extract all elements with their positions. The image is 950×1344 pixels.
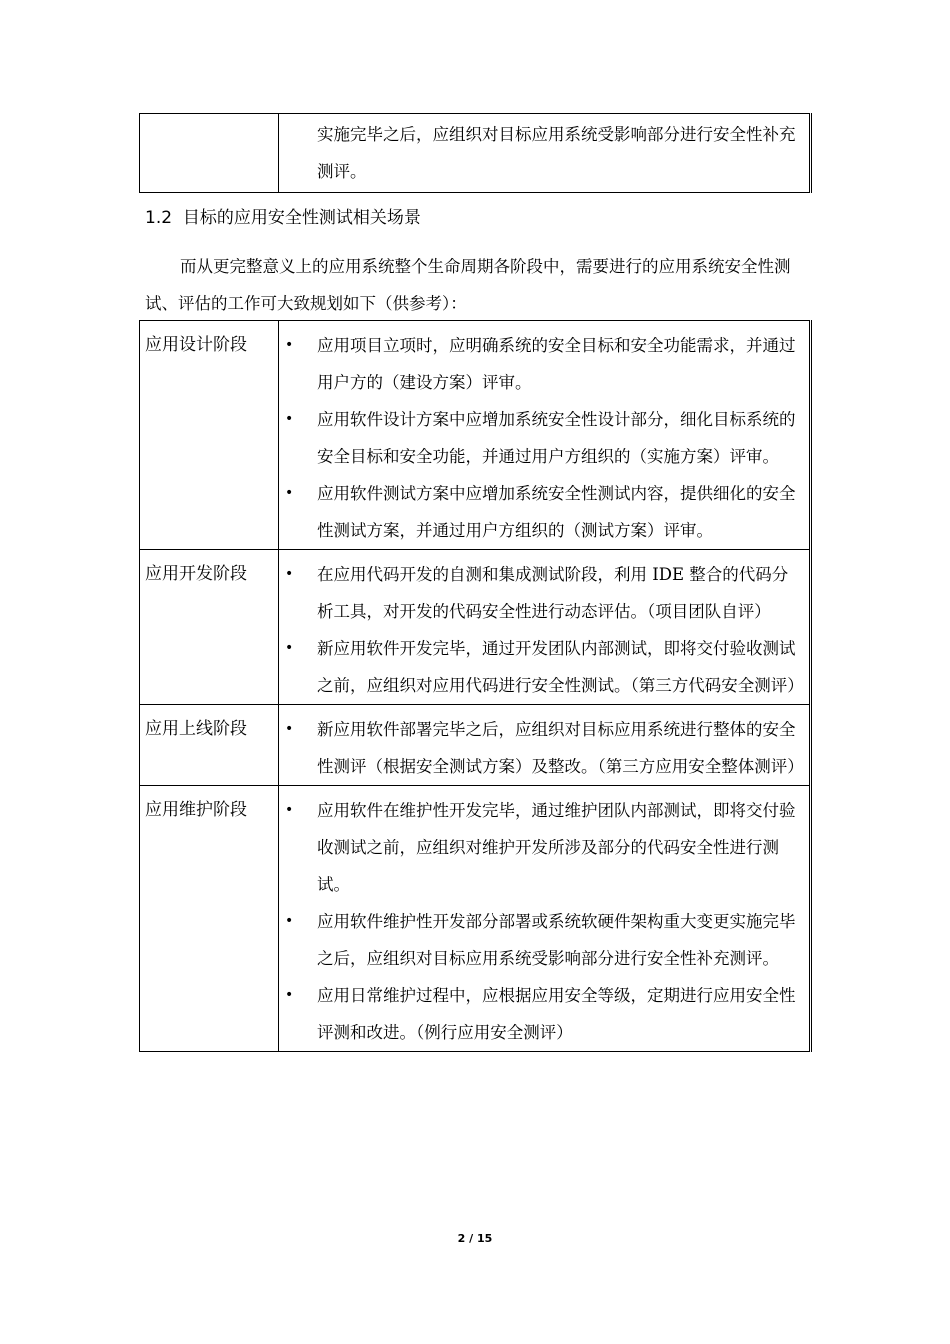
list-item-text: 应用软件在维护性开发完毕，通过维护团队内部测试，即将交付验收测试之前，应组织对维护开发所涉及部分的代码安全性进行测试。	[317, 801, 796, 894]
lifecycle-table	[139, 320, 812, 1052]
list-item	[285, 977, 803, 1051]
bullet-list	[285, 792, 803, 1051]
stage-cell	[140, 114, 279, 193]
content-cell	[279, 114, 811, 193]
list-item	[285, 556, 803, 630]
stage-cell: 应用开发阶段	[140, 550, 279, 705]
bullet-icon: •	[285, 411, 294, 427]
list-item-text: 新应用软件开发完毕，通过开发团队内部测试，即将交付验收测试之前，应组织对应用代码进行安全性测试。（第三方代码安全测评）	[317, 639, 804, 695]
list-item-text: 应用项目立项时，应明确系统的安全目标和安全功能需求，并通过用户方的（建设方案）评审。	[317, 336, 796, 392]
content-cell	[279, 550, 811, 705]
list-item	[285, 711, 803, 785]
stage-cell: 应用维护阶段	[140, 786, 279, 1052]
bullet-icon: •	[285, 337, 294, 353]
bullet-icon: •	[285, 913, 294, 929]
bullet-list	[285, 556, 803, 704]
section-title: 目标的应用安全性测试相关场景	[182, 208, 421, 228]
list-item	[285, 630, 803, 704]
bullet-icon: •	[285, 485, 294, 501]
table-row	[140, 550, 811, 705]
bullet-list	[285, 327, 803, 549]
list-item	[285, 475, 803, 549]
section-heading	[145, 204, 421, 232]
table-row	[140, 114, 811, 193]
list-item-text: 应用软件测试方案中应增加系统安全性测试内容，提供细化的安全性测试方案，并通过用户方组织的（测试方案）评审。	[317, 484, 796, 540]
stage-cell: 应用设计阶段	[140, 321, 279, 550]
continuation-text: 实施完毕之后，应组织对目标应用系统受影响部分进行安全性补充测评。	[317, 125, 796, 181]
list-item-text: 应用软件维护性开发部分部署或系统软硬件架构重大变更实施完毕之后，应组织对目标应用系统受影响部分进行安全性补充测评。	[317, 912, 796, 968]
table-row	[140, 786, 811, 1052]
continuation-table	[139, 113, 812, 193]
bullet-icon: •	[285, 802, 294, 818]
table-row	[140, 705, 811, 786]
bullet-icon: •	[285, 721, 294, 737]
bullet-icon: •	[285, 566, 294, 582]
bullet-list	[285, 711, 803, 785]
table-row	[140, 321, 811, 550]
list-item-text: 应用软件设计方案中应增加系统安全性设计部分，细化目标系统的安全目标和安全功能，并通过用户方组织的（实施方案）评审。	[317, 410, 796, 466]
content-cell	[279, 786, 811, 1052]
stage-cell: 应用上线阶段	[140, 705, 279, 786]
page-number: 2 / 15	[457, 1232, 493, 1245]
list-item-text: 应用日常维护过程中，应根据应用安全等级，定期进行应用安全性评测和改进。（例行应用安全测评）	[317, 986, 796, 1042]
section-number: 1.2	[145, 208, 173, 228]
bullet-icon: •	[285, 640, 294, 656]
list-item	[285, 903, 803, 977]
list-item-text: 新应用软件部署完毕之后，应组织对目标应用系统进行整体的安全性测评（根据安全测试方案）及整改。（第三方应用安全整体测评）	[317, 720, 804, 776]
content-cell	[279, 321, 811, 550]
content-cell	[279, 705, 811, 786]
intro-paragraph: 而从更完整意义上的应用系统整个生命周期各阶段中，需要进行的应用系统安全性测试、评估的工作可大致规划如下（供参考）：	[145, 257, 791, 313]
list-item-text: 在应用代码开发的自测和集成测试阶段，利用 IDE 整合的代码分析工具，对开发的代码安全性进行动态评估。（项目团队自评）	[317, 565, 789, 621]
list-item	[285, 401, 803, 475]
list-item	[285, 327, 803, 401]
bullet-icon: •	[285, 987, 294, 1003]
list-item	[285, 792, 803, 903]
